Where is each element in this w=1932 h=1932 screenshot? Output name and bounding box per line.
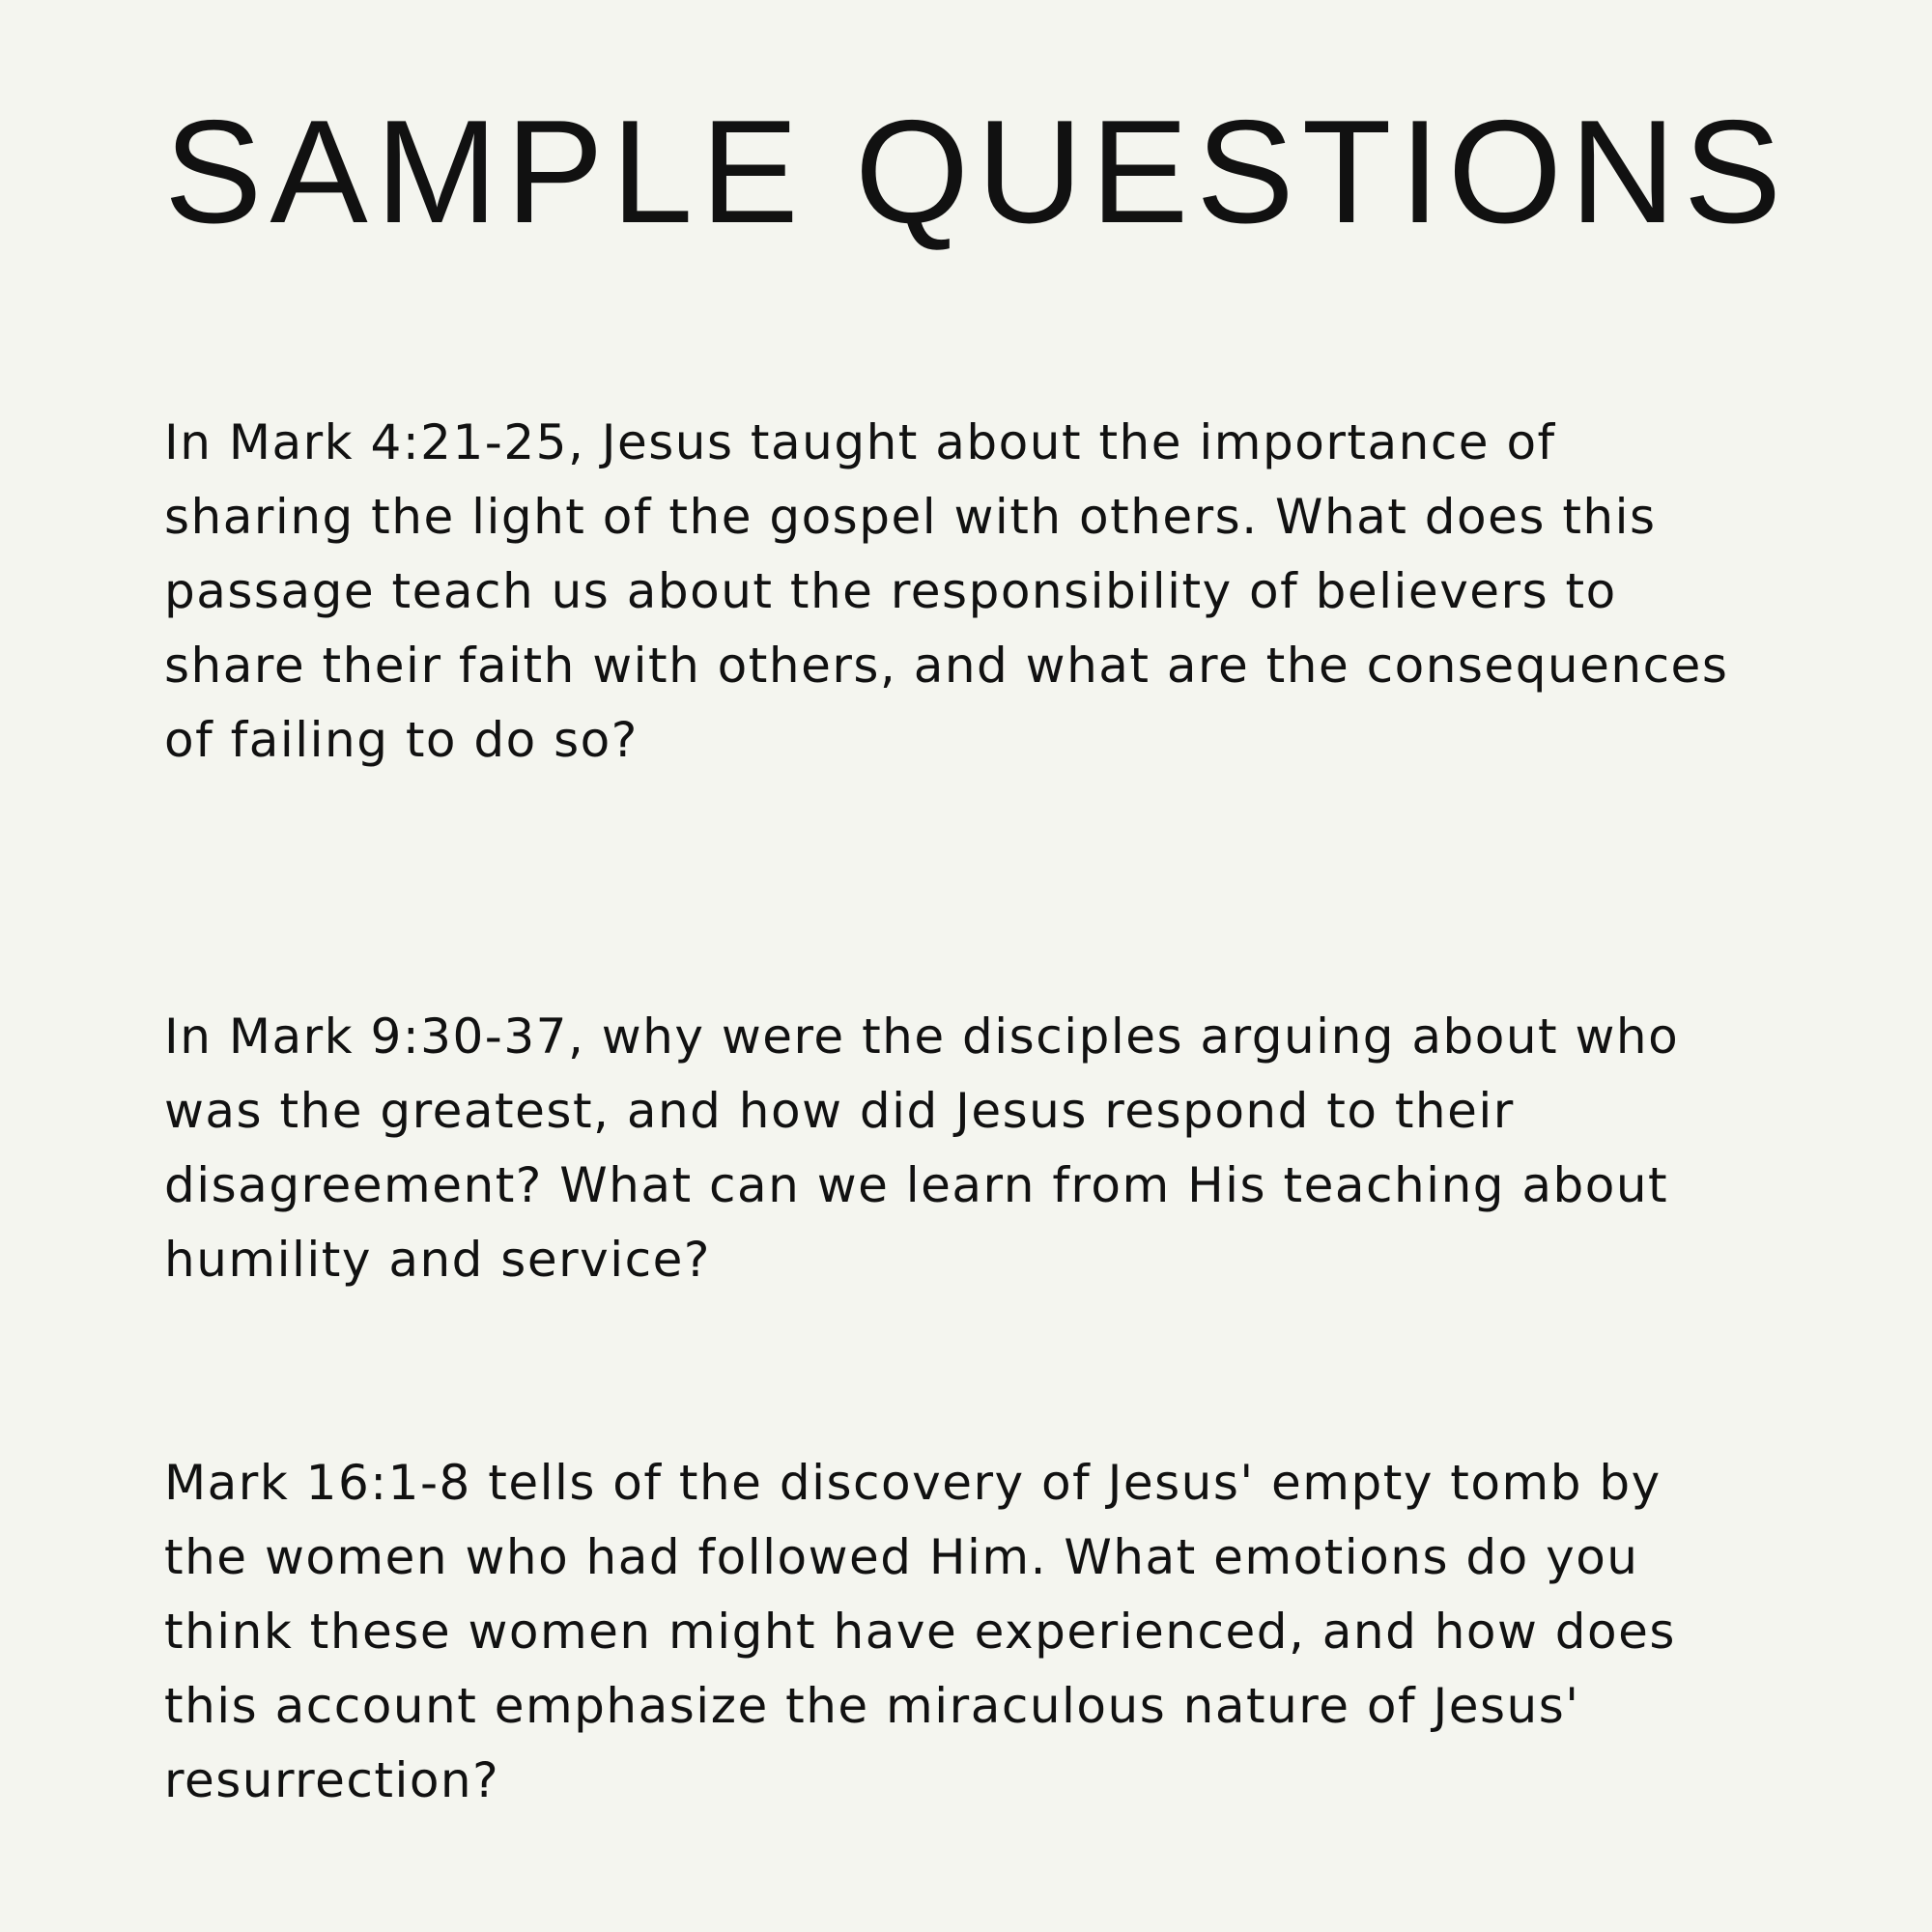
question-text-2: In Mark 9:30-37, why were the disciples arguing about who was the greatest, and how did Jesus respond to their disagreement? What can we learn from His teaching about humility and service? [164,1009,1680,1288]
question-text-1: In Mark 4:21-25, Jesus taught about the importance of sharing the light of the gospel with others. What does this passage teach us about the responsibility of believers to share their faith with others, and what are the consequences of failing to do so? [164,414,1729,768]
question-text-3: Mark 16:1-8 tells of the discovery of Jesus' empty tomb by the women who had followed Him. What emotions do you think these women might have experienced, and how does this account emphasize the miraculous nature of Jesus' resurrection? [164,1455,1676,1808]
page-title: SAMPLE QUESTIONS [164,90,1790,254]
